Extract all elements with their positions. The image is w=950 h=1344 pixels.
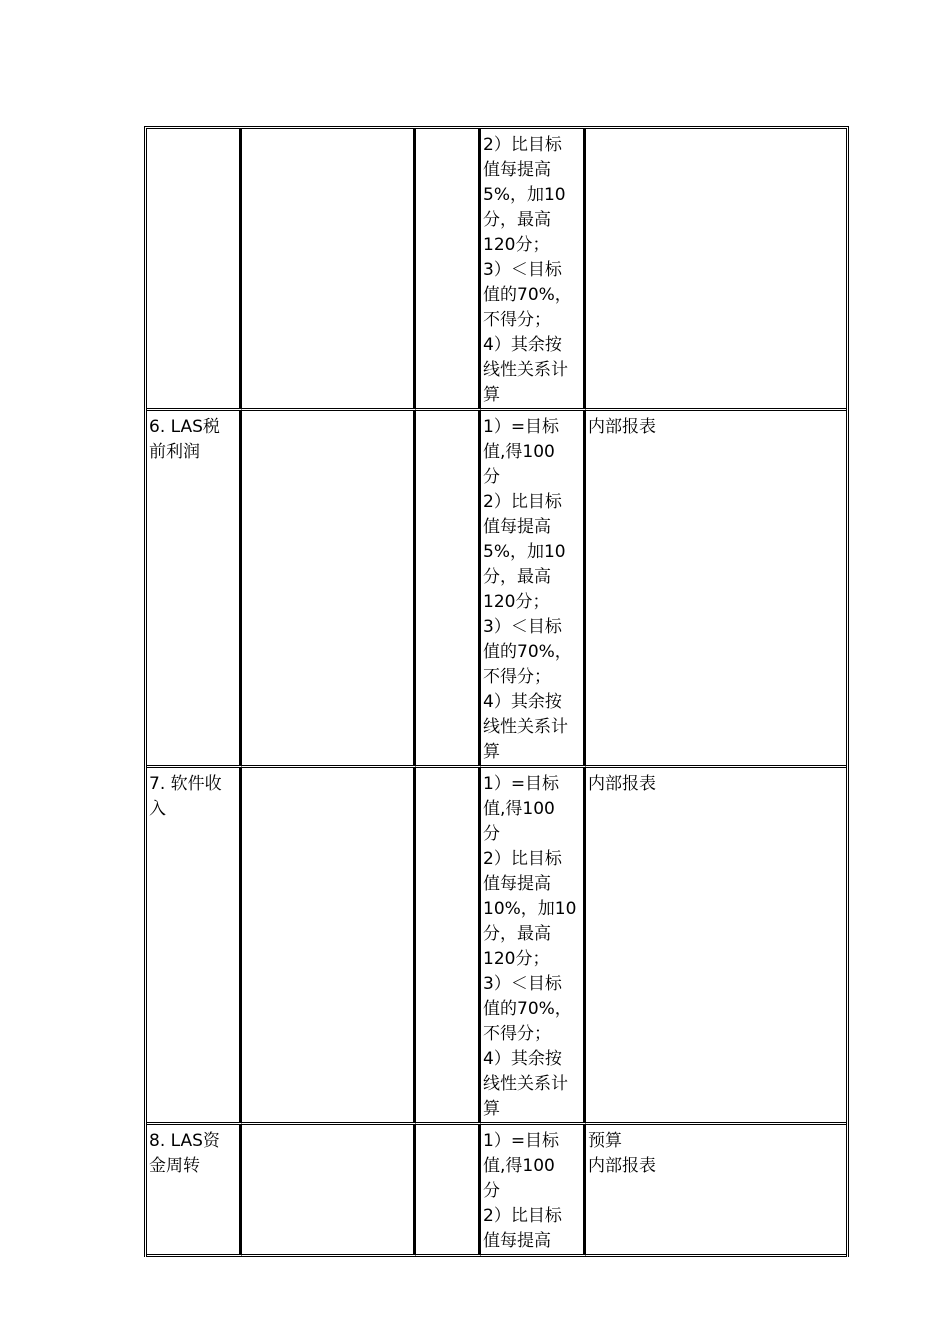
definition-cell xyxy=(242,411,416,768)
definition-cell xyxy=(242,768,416,1125)
weight-cell xyxy=(416,411,481,768)
indicator-cell xyxy=(147,129,242,411)
indicator-cell: 6. LAS税 前利润 xyxy=(147,411,242,768)
scoring-cell: 2）比目标 值每提高 5%，加10 分，最高 120分； 3）＜目标 值的70%， 不得分； 4）其余按 线性关系计 算 xyxy=(481,129,586,411)
source-cell: 内部报表 xyxy=(586,768,846,1125)
weight-cell xyxy=(416,768,481,1125)
weight-cell xyxy=(416,129,481,411)
indicator-cell: 8. LAS资 金周转 xyxy=(147,1125,242,1257)
indicator-cell: 7. 软件收 入 xyxy=(147,768,242,1125)
source-cell xyxy=(586,129,846,411)
source-cell: 预算 内部报表 xyxy=(586,1125,846,1257)
definition-cell xyxy=(242,129,416,411)
scoring-cell: 1）=目标 值,得100 分 2）比目标 值每提高 10%，加10 分，最高 120分； 3）＜目标 值的70%， 不得分； 4）其余按 线性关系计 算 xyxy=(481,768,586,1125)
kpi-table xyxy=(144,126,849,1257)
table-row xyxy=(147,768,846,1125)
source-cell: 内部报表 xyxy=(586,411,846,768)
table-row xyxy=(147,129,846,411)
weight-cell xyxy=(416,1125,481,1257)
scoring-cell: 1）=目标 值,得100 分 2）比目标 值每提高 xyxy=(481,1125,586,1257)
scoring-cell: 1）=目标 值,得100 分 2）比目标 值每提高 5%，加10 分，最高 120分； 3）＜目标 值的70%， 不得分； 4）其余按 线性关系计 算 xyxy=(481,411,586,768)
definition-cell xyxy=(242,1125,416,1257)
table-row xyxy=(147,1125,846,1257)
table-row xyxy=(147,411,846,768)
